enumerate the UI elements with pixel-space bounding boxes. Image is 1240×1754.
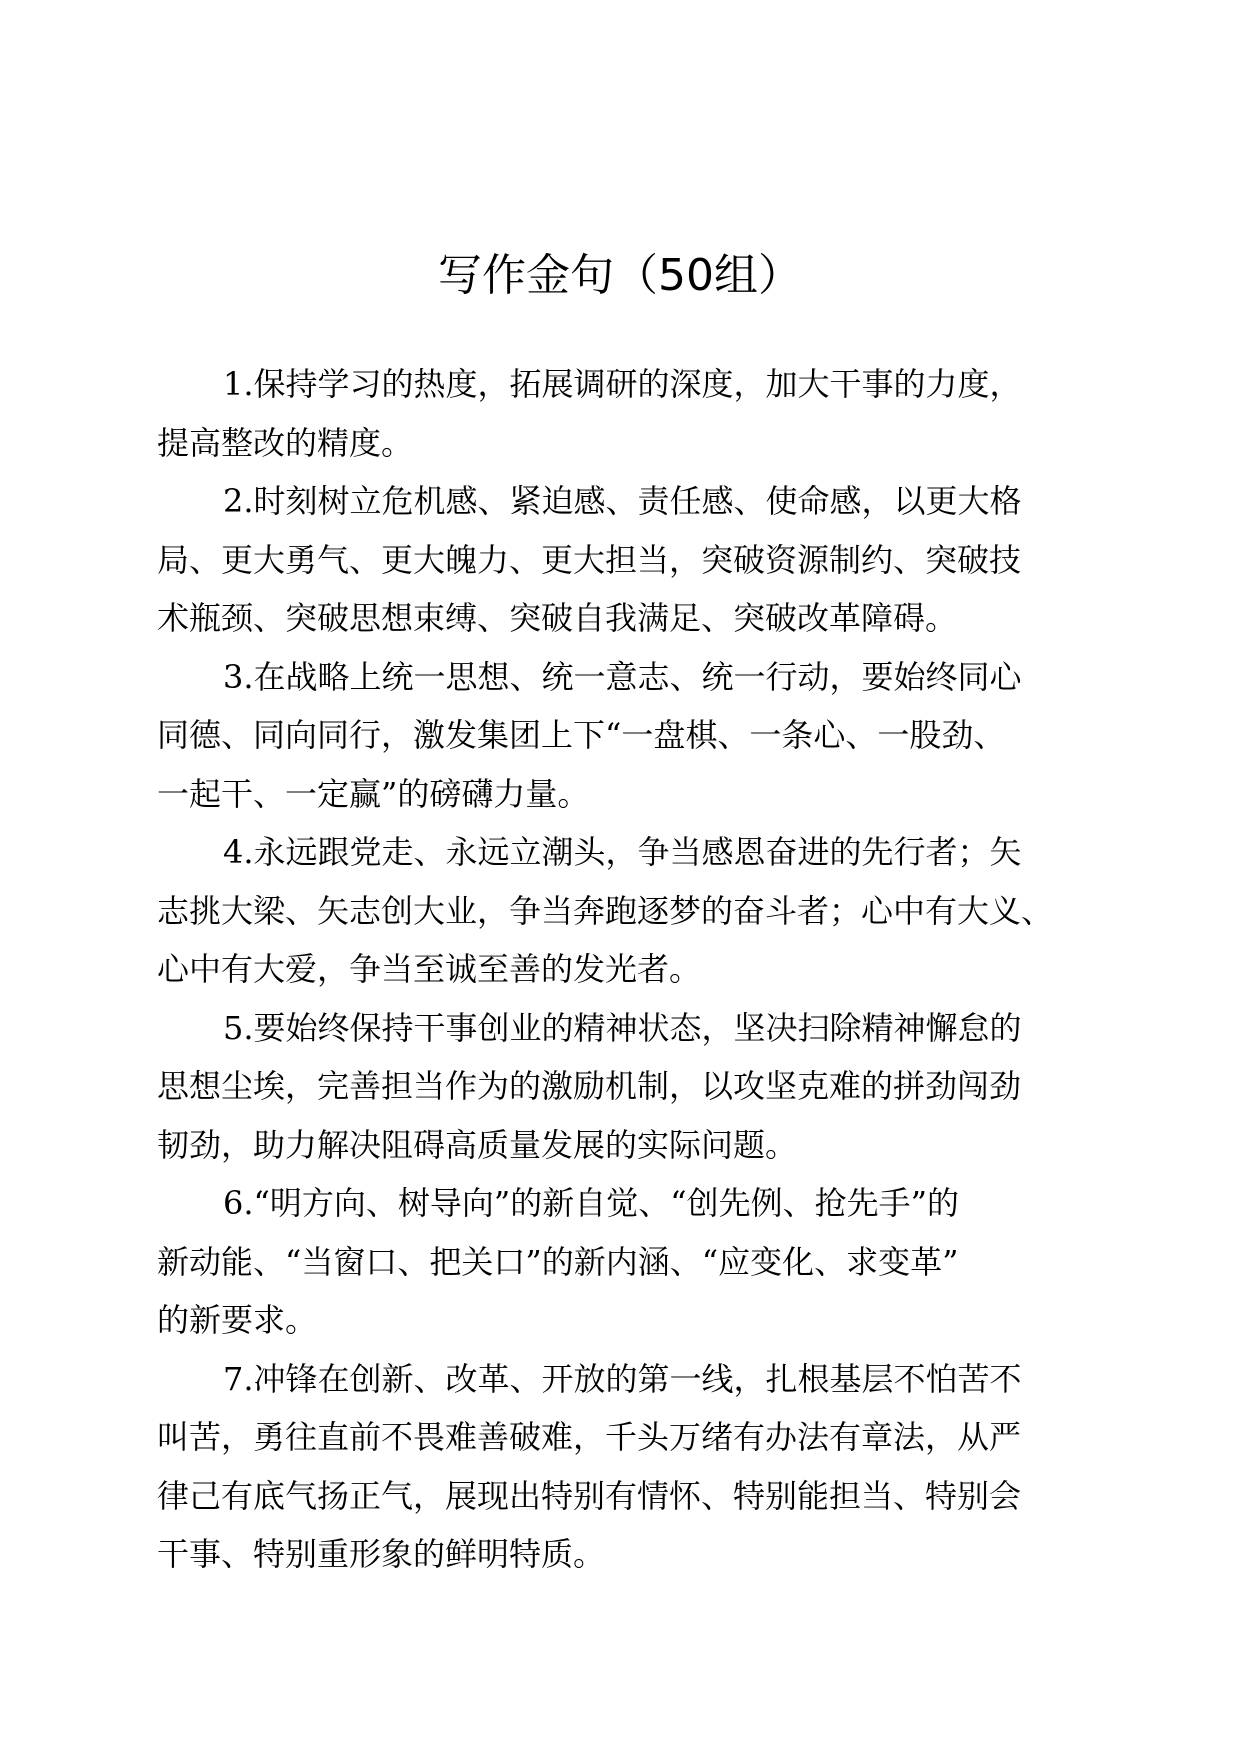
paragraph-line: 2.时刻树立危机感、紧迫感、责任感、使命感，以更大格	[223, 482, 1022, 520]
paragraph-4	[157, 823, 1083, 999]
paragraph-line: 干事、特别重形象的鲜明特质。	[157, 1535, 606, 1573]
paragraph-line: 一起干、一定赢”的磅礴力量。	[157, 774, 590, 813]
paragraph-line: 提高整改的精度。	[157, 423, 414, 462]
paragraph-line: 新动能、“当窗口、把关口”的新内涵、“应变化、求变革”	[157, 1242, 959, 1281]
paragraph-line: 志挑大梁、矢志创大业，争当奔跑逐梦的奋斗者；心中有大义、	[157, 891, 1054, 930]
paragraph-7	[157, 1350, 1083, 1584]
paragraph-line: 叫苦，勇往直前不畏难善破难，千头万绪有办法有章法，从严	[157, 1418, 1022, 1456]
paragraph-line: 1.保持学习的热度，拓展调研的深度，加大干事的力度，	[223, 365, 1022, 403]
paragraph-line: 局、更大勇气、更大魄力、更大担当，突破资源制约、突破技	[157, 540, 1022, 579]
paragraph-line: 3.在战略上统一思想、统一意志、统一行动，要始终同心	[223, 657, 1022, 696]
paragraph-line: 术瓶颈、突破思想束缚、突破自我满足、突破改革障碍。	[157, 599, 958, 637]
paragraph-line: 律己有底气扬正气，展现出特别有情怀、特别能担当、特别会	[157, 1476, 1022, 1515]
paragraph-line: 的新要求。	[157, 1301, 318, 1339]
paragraph-6	[157, 1174, 1083, 1350]
paragraph-line: 思想尘埃，完善担当作为的激励机制，以攻坚克难的拼劲闯劲	[157, 1067, 1022, 1105]
paragraph-1	[157, 355, 1083, 472]
paragraph-line: 4.永远跟党走、永远立潮头，争当感恩奋进的先行者；矢	[223, 833, 1022, 871]
paragraph-2	[157, 472, 1083, 648]
document-title: 写作金句（50组）	[438, 250, 802, 301]
paragraph-line: 5.要始终保持干事创业的精神状态，坚决扫除精神懈怠的	[223, 1008, 1022, 1047]
paragraph-line: 同德、同向同行，激发集团上下“一盘棋、一条心、一股劲、	[157, 716, 1006, 754]
paragraph-line: 韧劲，助力解决阻碍高质量发展的实际问题。	[157, 1125, 798, 1164]
paragraph-3	[157, 648, 1083, 824]
paragraph-line: 6.“明方向、树导向”的新自觉、“创先例、抢先手”的	[223, 1184, 959, 1222]
paragraph-line: 7.冲锋在创新、改革、开放的第一线，扎根基层不怕苦不	[223, 1359, 1022, 1398]
paragraph-5	[157, 999, 1083, 1175]
document-body	[157, 355, 1083, 1584]
paragraph-line: 心中有大爱，争当至诚至善的发光者。	[157, 950, 702, 988]
